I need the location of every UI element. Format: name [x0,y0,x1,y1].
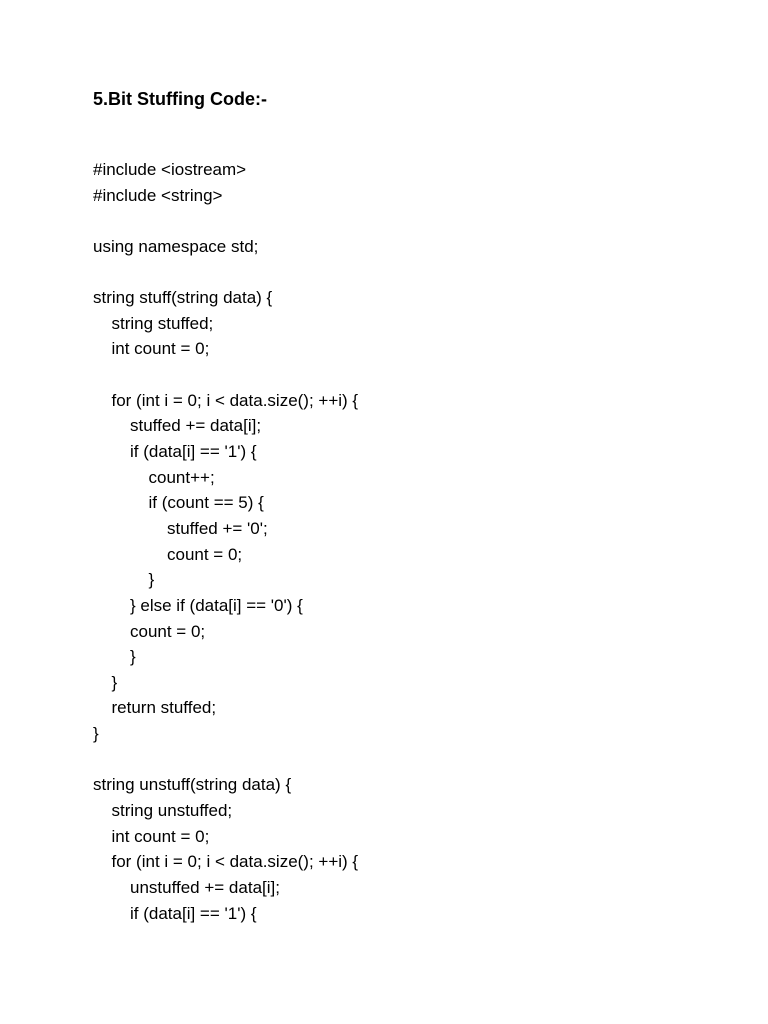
code-line: stuffed += data[i]; [130,416,262,436]
code-line: if (data[i] == '1') { [130,903,257,923]
code-line: using namespace std; [93,236,259,256]
code-line: count = 0; [167,544,243,564]
code-line: int count = 0; [111,339,210,359]
code-line: count++; [148,467,215,487]
code-line: return stuffed; [111,698,217,718]
code-line: string stuff(string data) { [93,288,273,308]
code-line: } else if (data[i] == '0') { [130,595,303,615]
section-heading: 5.Bit Stuffing Code:- [93,89,267,109]
code-line: } [130,647,136,667]
code-line [93,362,358,388]
code-line: for (int i = 0; i < data.size(); ++i) { [111,852,359,872]
code-line [93,260,358,286]
code-line: #include <string> [93,185,223,205]
code-line [93,208,358,234]
code-line: if (data[i] == '1') { [130,442,257,462]
code-line: stuffed += '0'; [167,518,268,538]
code-line: string stuffed; [111,313,214,333]
code-line: } [93,724,99,744]
code-line: } [111,672,118,692]
code-line: count = 0; [130,621,206,641]
code-block [93,157,358,926]
code-line: } [148,570,155,590]
code-line: int count = 0; [111,826,210,846]
code-line [93,747,358,773]
code-line: for (int i = 0; i < data.size(); ++i) { [111,390,359,410]
code-line: unstuffed += data[i]; [130,877,280,897]
code-line: string unstuffed; [111,801,233,821]
code-line: #include <iostream> [93,160,247,179]
code-line: if (count == 5) { [148,493,264,513]
code-line: string unstuff(string data) { [93,775,292,795]
